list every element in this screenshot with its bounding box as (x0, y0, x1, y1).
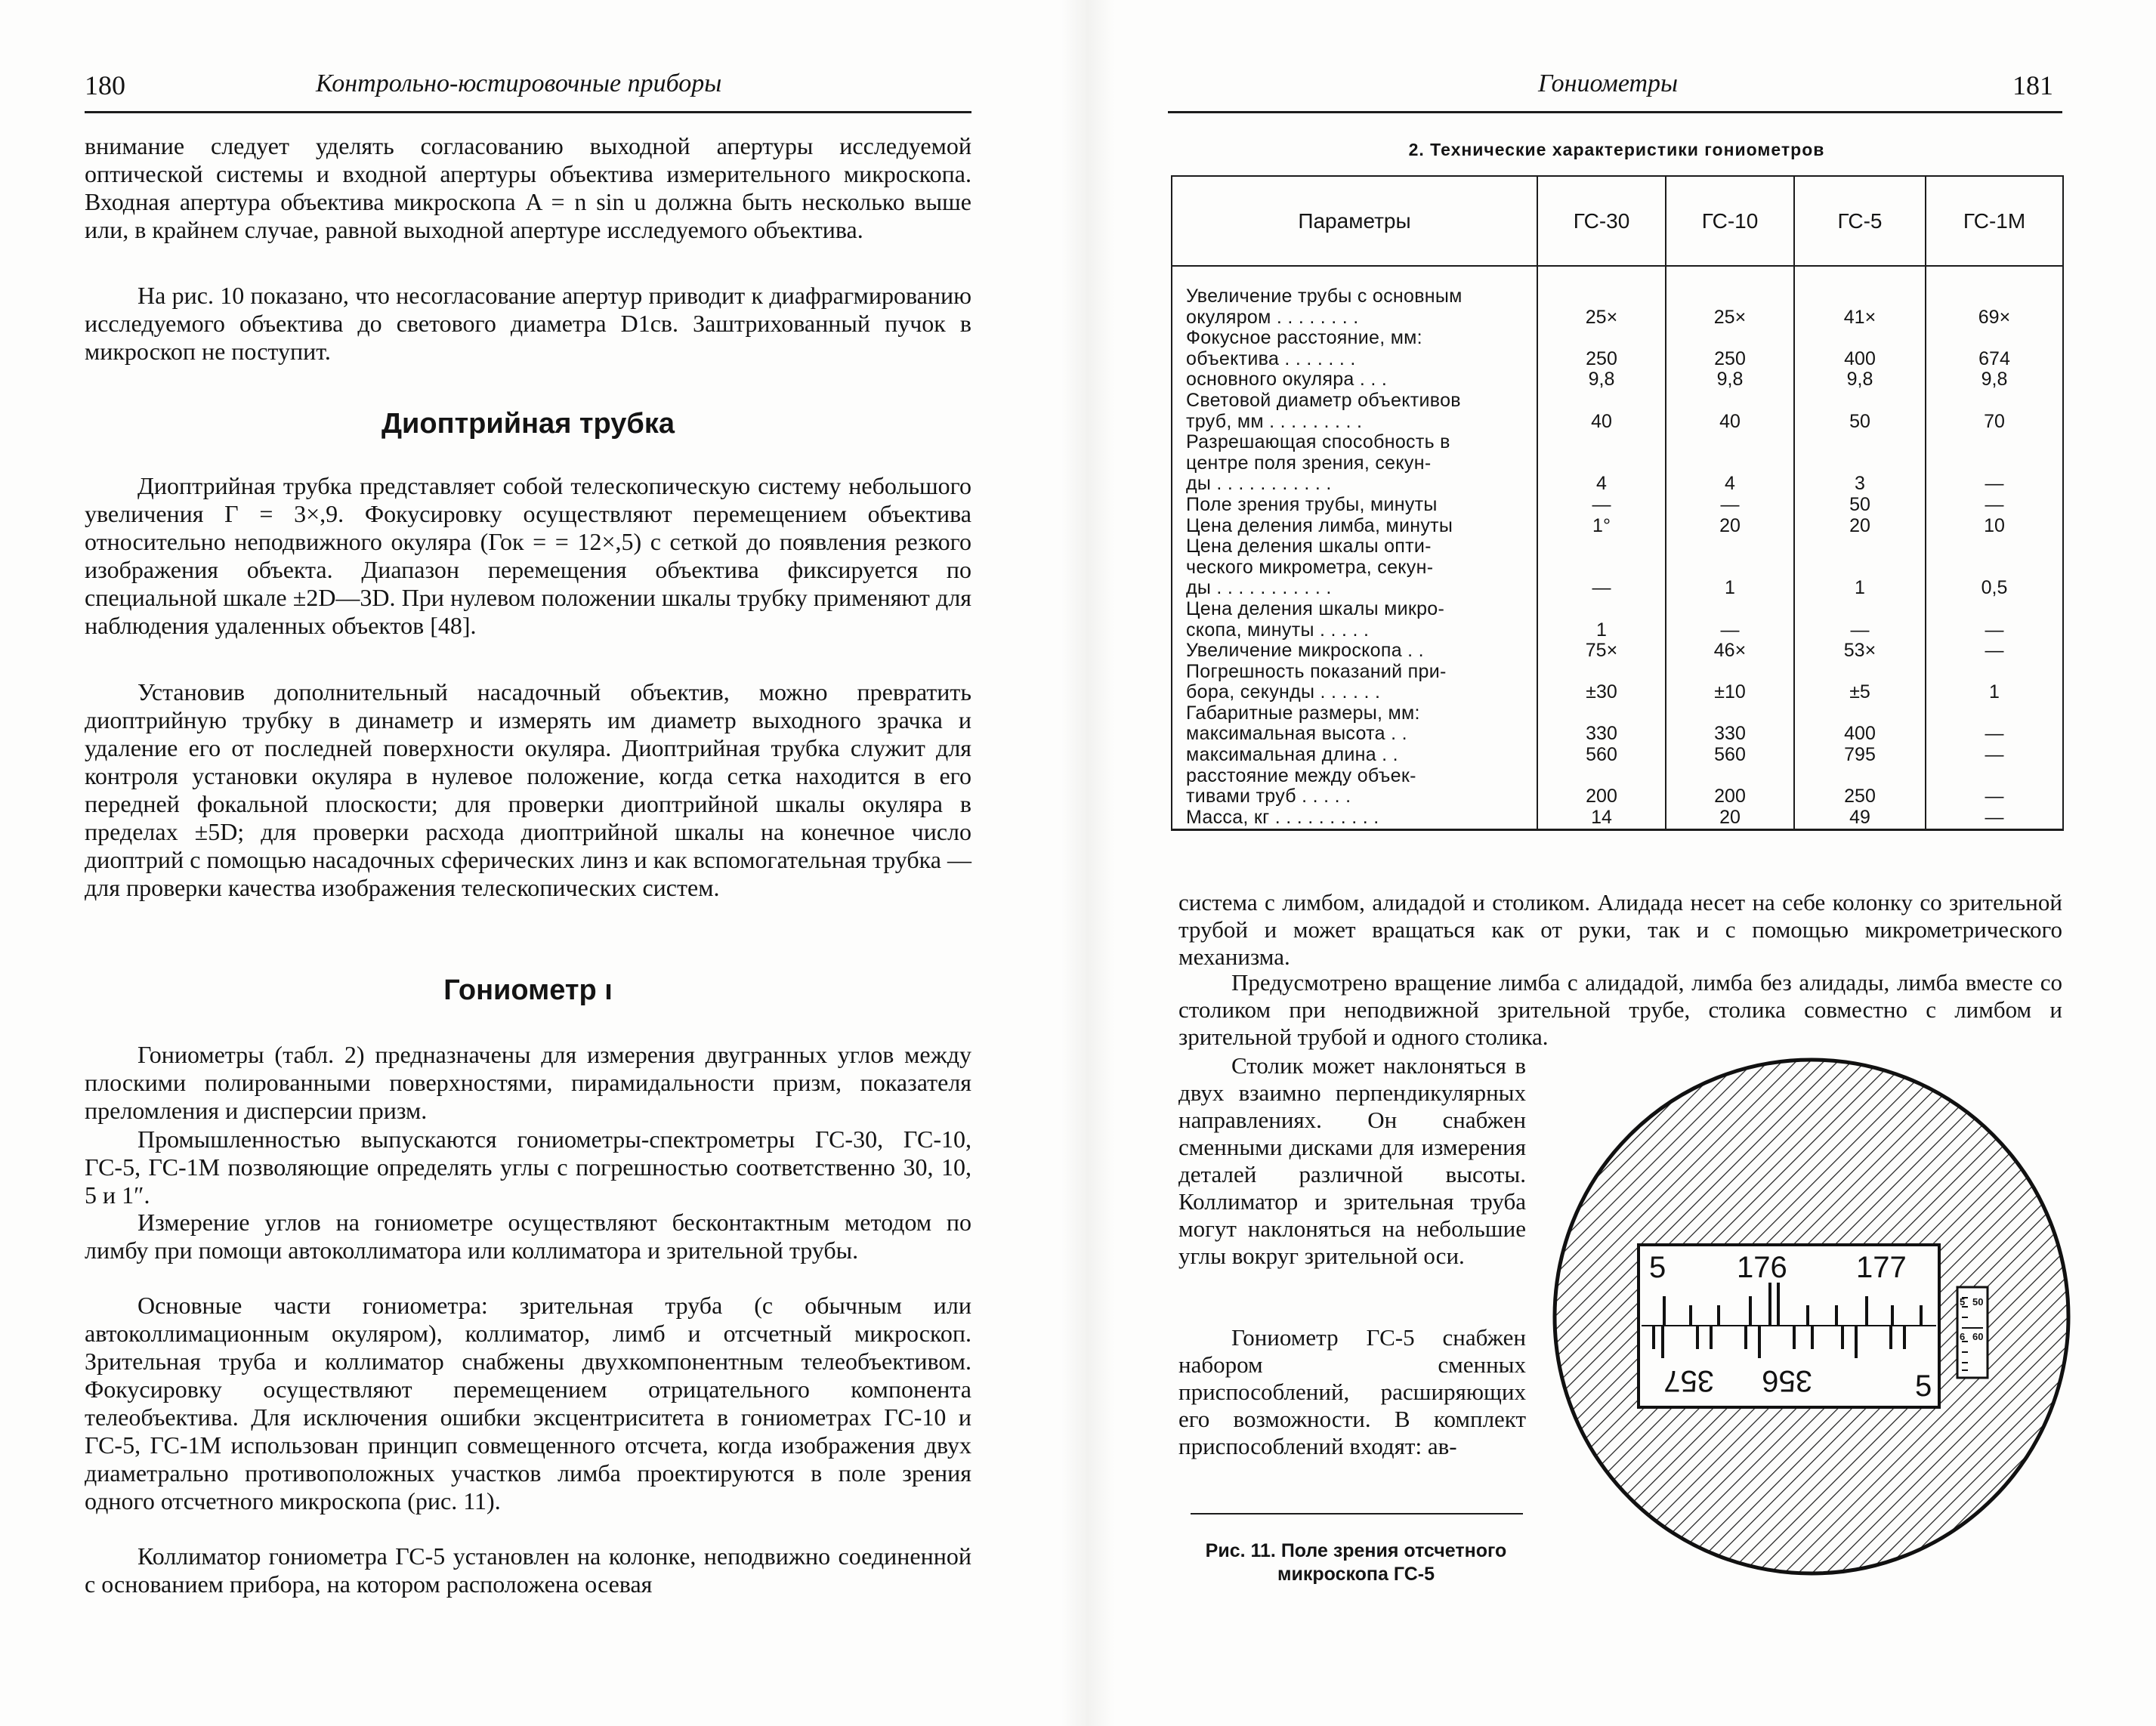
paragraph-fig10: На рис. 10 показано, что несогласование апертур приводит к диафрагмированию исследуемого объектива до светового диаметра D1св. Заштрихованный пучок в микроскоп не поступит. (85, 282, 971, 365)
value-gs30-line (1539, 286, 1664, 307)
scale-label-357: 357 (1663, 1364, 1714, 1397)
value-gs1m-line: 1 (1989, 682, 2000, 703)
value-gs30-line: 40 (1591, 411, 1612, 432)
parameter-line: труб, мм . . . . . . . . . (1186, 411, 1363, 432)
value-gs5-line: 250 (1844, 786, 1876, 807)
value-gs5-line (1796, 557, 1924, 579)
parameter-line: скопа, минуты . . . . . (1186, 619, 1370, 641)
parameter-line: Поле зрения трубы, минуты (1186, 494, 1438, 515)
value-gs1m-line: — (1985, 619, 2004, 641)
running-title: Контрольно-юстировочные приборы (316, 69, 722, 97)
value-gs1m-line (1927, 328, 2062, 349)
value-gs30-line: ±30 (1586, 682, 1617, 703)
parameter-line: ды . . . . . . . . . . . (1186, 474, 1332, 495)
paragraph-system: система с лимбом, алидадой и столиком. Алидада несет на себе колонку со зрительной трубой и может вращаться как от руки, так и с помощью микрометрического механизма. (1178, 889, 2062, 970)
header-gs5: ГС-5 (1794, 176, 1926, 266)
parameter-line: центре поля зрения, секун- (1186, 452, 1432, 474)
paragraph-rotation: Предусмотрено вращение лимба с алидадой, лимба без алидады, лимба вместе со столиком при неподвижной зрительной трубе, столика совместно с лимбом и зрительной трубой и одного столика. (1178, 969, 2062, 1050)
value-gs5-line (1796, 286, 1924, 307)
value-gs10-line: 20 (1719, 807, 1741, 828)
value-gs1m-line (1927, 391, 2062, 412)
paragraph-gs5: Гониометр ГС-5 снабжен набором сменных приспособлений, расширяющих его возможности. В комплект приспособлений входят: ав- (1178, 1324, 1526, 1459)
parameter-line: ды . . . . . . . . . . . (1186, 578, 1332, 599)
right-page (1118, 0, 2156, 1726)
running-header (85, 69, 125, 101)
value-gs5-line: — (1850, 619, 1870, 641)
parameter-line: максимальная длина . . (1186, 745, 1398, 766)
value-gs30-line (1539, 766, 1664, 787)
value-gs30-line: — (1592, 494, 1611, 515)
scale-label-356: 356 (1762, 1364, 1812, 1397)
value-gs10-line: 4 (1725, 474, 1735, 495)
value-gs10-line (1667, 432, 1793, 453)
value-gs1m-line: — (1985, 474, 2004, 495)
value-gs5-line: 49 (1849, 807, 1870, 828)
value-gs10-line (1667, 453, 1793, 474)
paragraph-dioptric-2: Установив дополнительный насадочный объектив, можно превратить диоптрийную трубку в динаметр и измерять им диаметр выходного зрачка и удаление его от последней поверхности окуляра. Диоптрийная трубка служит для контроля установки окуляра в нулевое положение, когда сетка находится в его передней фокальной плоскости; для проверки диоптрийной шкалы окуляра в пределах ±5D; для проверки расхода диоптрийной шкалы на конечное число диоптрий с помощью насадочных сферических линз и как вспомогательная трубка — для проверки качества изображения телескопических систем. (85, 678, 971, 901)
value-gs1m-line (1927, 599, 2062, 620)
parameter-line: Световой диаметр объективов (1186, 390, 1461, 411)
value-gs10-line (1667, 703, 1793, 724)
header-rule (85, 111, 971, 113)
value-gs5-line (1796, 766, 1924, 787)
micrometer-lower-index: 6 (1960, 1331, 1966, 1342)
value-gs5-line (1796, 536, 1924, 557)
value-gs5-line: 9,8 (1846, 369, 1873, 391)
parameter-line: расстояние между объек- (1186, 765, 1416, 786)
value-gs1m-line: 0,5 (1981, 578, 2008, 599)
value-gs30-line: — (1592, 578, 1611, 599)
figure-caption-line-1: Рис. 11. Поле зрения отсчетного (1205, 1540, 1507, 1561)
value-gs1m-line: — (1985, 786, 2004, 807)
parameter-line: Увеличение микроскопа . . (1186, 641, 1424, 662)
parameter-line: максимальная высота . . (1186, 724, 1407, 745)
parameter-line: Цена деления шкалы микро- (1186, 598, 1445, 619)
value-gs10-line: 1 (1725, 578, 1735, 599)
parameter-line: Увеличение трубы с основным (1186, 286, 1463, 307)
value-gs10-line (1667, 391, 1793, 412)
parameter-line: Габаритные размеры, мм: (1186, 702, 1420, 724)
parameter-line: объектива . . . . . . . (1186, 348, 1356, 369)
paragraph-goniometers-1: Гониометры (табл. 2) предназначены для измерения двугранных углов между плоскими полированными поверхностями, пирамидальности призм, показателя преломления и дисперсии призм. (85, 1041, 971, 1124)
table-title: 2. Технические характеристики гониометров (1408, 140, 1825, 159)
value-gs1m-line (1927, 536, 2062, 557)
value-gs30-line: 250 (1586, 348, 1617, 369)
paragraph-dioptric-1: Диоптрийная трубка представляет собой телескопическую систему небольшого увеличения Г = 3×,9. Фокусировку осуществляют перемещением объектива относительно неподвижного окуляра (Гок = = 12×,5) с сеткой до появления резкого изображения объекта. Диапазон перемещения объектива фиксируется по специальной шкале ±2D—3D. При нулевом положении шкалы трубку применяют для наблюдения удаленных объектов [48]. (85, 472, 971, 639)
value-gs30-line (1539, 391, 1664, 412)
value-gs10-line (1667, 766, 1793, 787)
values-column-gs30 (1537, 266, 1666, 830)
value-gs5-line: 50 (1849, 411, 1870, 432)
value-gs5-line: 795 (1844, 745, 1876, 766)
parameters-column (1172, 266, 1537, 830)
running-header-right (2012, 69, 2053, 101)
value-gs5-line: 400 (1844, 348, 1876, 369)
value-gs5-line (1796, 662, 1924, 683)
value-gs30-line (1539, 328, 1664, 349)
value-gs30-line: 1 (1596, 619, 1607, 641)
value-gs10-line (1667, 328, 1793, 349)
value-gs5-line (1796, 432, 1924, 453)
spec-table (1171, 175, 2064, 831)
value-gs5-line: 3 (1855, 474, 1865, 495)
value-gs30-line (1539, 703, 1664, 724)
value-gs5-line: 41× (1843, 307, 1876, 328)
parameter-line: Разрешающая способность в (1186, 432, 1450, 453)
value-gs30-line: 4 (1596, 474, 1607, 495)
parameter-line: Цена деления лимба, минуты (1186, 515, 1453, 536)
value-gs1m-line (1927, 557, 2062, 579)
scale-label-bottom-right: 5 (1915, 1369, 1932, 1403)
scale-label-top-left: 5 (1649, 1251, 1666, 1284)
left-page (0, 0, 1058, 1726)
value-gs10-line (1667, 286, 1793, 307)
value-gs30-line (1539, 536, 1664, 557)
value-gs10-line: ±10 (1714, 682, 1746, 703)
value-gs5-line: 1 (1855, 578, 1865, 599)
value-gs30-line (1539, 432, 1664, 453)
value-gs10-line (1667, 536, 1793, 557)
header-parameters: Параметры (1172, 176, 1537, 266)
value-gs5-line (1796, 703, 1924, 724)
page-number: 180 (85, 70, 125, 100)
value-gs5-line: 50 (1849, 494, 1870, 515)
value-gs10-line: — (1720, 494, 1740, 515)
value-gs30-line: 200 (1586, 786, 1617, 807)
values-column-gs10 (1666, 266, 1794, 830)
value-gs30-line (1539, 662, 1664, 683)
values-column-gs5 (1794, 266, 1926, 830)
parameter-line: Фокусное расстояние, мм: (1186, 328, 1422, 349)
value-gs1m-line: — (1985, 641, 2004, 662)
value-gs30-line: 14 (1591, 807, 1612, 828)
parameter-line: ческого микрометра, секун- (1186, 557, 1434, 578)
values-column-gs1m (1926, 266, 2063, 830)
micrometer-upper-value: 50 (1972, 1296, 1984, 1308)
value-gs30-line (1539, 599, 1664, 620)
value-gs10-line (1667, 662, 1793, 683)
scale-label-176: 176 (1737, 1251, 1787, 1284)
value-gs5-line (1796, 453, 1924, 474)
header-gs10: ГС-10 (1666, 176, 1794, 266)
parameter-line: бора, секунды . . . . . . (1186, 682, 1381, 703)
value-gs5-line (1796, 328, 1924, 349)
parameter-line: основного окуляра . . . (1186, 369, 1388, 391)
value-gs5-line: ±5 (1849, 682, 1870, 703)
value-gs30-line: 75× (1585, 641, 1618, 662)
header-rule-right (1168, 111, 2062, 113)
value-gs1m-line: 69× (1978, 307, 2011, 328)
value-gs1m-line (1927, 286, 2062, 307)
value-gs30-line: 560 (1586, 745, 1617, 766)
table-body-row (1172, 266, 2063, 830)
parameter-line: Цена деления шкалы опти- (1186, 536, 1432, 557)
value-gs30-line: 25× (1585, 307, 1618, 328)
value-gs10-line (1667, 599, 1793, 620)
value-gs10-line: 46× (1713, 641, 1747, 662)
value-gs10-line: 20 (1719, 515, 1741, 536)
value-gs1m-line: 10 (1984, 515, 2005, 536)
paragraph-goniometers-3: Измерение углов на гониометре осуществляют бесконтактным методом по лимбу при помощи автоколлиматора или коллиматора и зрительной трубы. (85, 1209, 971, 1264)
value-gs1m-line: 9,8 (1981, 369, 2008, 391)
value-gs30-line: 1° (1592, 515, 1611, 536)
paragraph-goniometers-2: Промышленностью выпускаются гониометры-спектрометры ГС-30, ГС-10, ГС-5, ГС-1М позволяющие определять углы с погрешностью соответственно 30, 10, 5 и 1″. (85, 1125, 971, 1209)
figure-caption-line-2: микроскопа ГС-5 (1277, 1564, 1435, 1585)
paragraph-intro: внимание следует уделять согласованию выходной апертуры исследуемой оптической системы и входной апертуры объектива измерительного микроскопа. Входная апертура объектива микроскопа A = n sin u должна быть несколько выше или, в крайнем случае, равной выходной апертуре исследуемого объектива. (85, 132, 971, 243)
paragraph-goniometers-5: Коллиматор гониометра ГС-5 установлен на колонке, неподвижно соединенной с основанием прибора, на котором расположена осевая (85, 1542, 971, 1598)
value-gs5-line (1796, 599, 1924, 620)
value-gs10-line: 250 (1714, 348, 1746, 369)
value-gs1m-line: — (1985, 494, 2004, 515)
value-gs10-line: 560 (1714, 745, 1746, 766)
figure-caption (1178, 1539, 1534, 1586)
value-gs1m-line: — (1985, 724, 2004, 745)
value-gs30-line (1539, 453, 1664, 474)
value-gs10-line: — (1720, 619, 1740, 641)
value-gs1m-line (1927, 432, 2062, 453)
paragraph-table-tilt: Столик может наклоняться в двух взаимно перпендикулярных направлениях. Он снабжен сменными дисками для измерения деталей различной высоты. Коллиматор и зрительная труба могут наклоняться на небольшие углы вокруг зрительной оси. (1178, 1052, 1526, 1269)
page-number-right: 181 (2012, 70, 2053, 100)
value-gs5-line: 400 (1844, 724, 1876, 745)
header-gs1m: ГС-1М (1926, 176, 2063, 266)
value-gs1m-line (1927, 703, 2062, 724)
value-gs10-line: 9,8 (1716, 369, 1744, 391)
value-gs5-line: 53× (1843, 641, 1876, 662)
value-gs10-line (1667, 557, 1793, 579)
parameter-line: Погрешность показаний при- (1186, 661, 1447, 682)
section-heading-goniometers: Гониометр ı (443, 974, 613, 1006)
header-gs30: ГС-30 (1537, 176, 1666, 266)
caption-rule (1191, 1513, 1523, 1514)
value-gs10-line: 25× (1713, 307, 1747, 328)
value-gs5-line (1796, 391, 1924, 412)
value-gs1m-line: 674 (1978, 348, 2010, 369)
parameter-line: Масса, кг . . . . . . . . . . (1186, 807, 1379, 828)
value-gs1m-line: — (1985, 745, 2004, 766)
value-gs30-line (1539, 557, 1664, 579)
value-gs10-line: 200 (1714, 786, 1746, 807)
value-gs1m-line (1927, 662, 2062, 683)
value-gs1m-line (1927, 766, 2062, 787)
section-heading-dioptric: Диоптрийная трубка (381, 408, 675, 440)
micrometer-lower-value: 60 (1972, 1331, 1984, 1342)
paragraph-goniometers-4: Основные части гониометра: зрительная труба (с обычным или автоколлимационным окуляром), коллиматор, лимб и отсчетный микроскоп. Зрительная труба и коллиматор снабжены двухкомпонентным телеобъективом. Фокусировку осуществляют перемещением отрицательного компонента телеобъектива. Для исключения ошибки эксцентриситета в гониометрах ГС-10 и ГС-5, ГС-1М использован принцип совмещенного отсчета, когда изображения двух диаметрально противоположных участков лимба проектируются в поле зрения одного отсчетного микроскопа (рис. 11). (85, 1292, 971, 1514)
value-gs1m-line (1927, 453, 2062, 474)
running-title-right: Гониометры (1538, 69, 1679, 97)
microscope-field-of-view-figure (1551, 1056, 2072, 1577)
value-gs1m-line: — (1985, 807, 2004, 828)
page-gutter (1061, 0, 1114, 1726)
parameter-line: тивами труб . . . . . (1186, 786, 1351, 807)
table-header-row (1172, 176, 2063, 266)
value-gs1m-line: 70 (1984, 411, 2005, 432)
micrometer-upper-index: 5 (1960, 1296, 1966, 1308)
parameter-line: окуляром . . . . . . . . (1186, 307, 1359, 328)
value-gs30-line: 330 (1586, 724, 1617, 745)
value-gs5-line: 20 (1849, 515, 1870, 536)
value-gs10-line: 40 (1719, 411, 1741, 432)
scale-label-177: 177 (1856, 1251, 1907, 1284)
value-gs10-line: 330 (1714, 724, 1746, 745)
value-gs30-line: 9,8 (1588, 369, 1615, 391)
